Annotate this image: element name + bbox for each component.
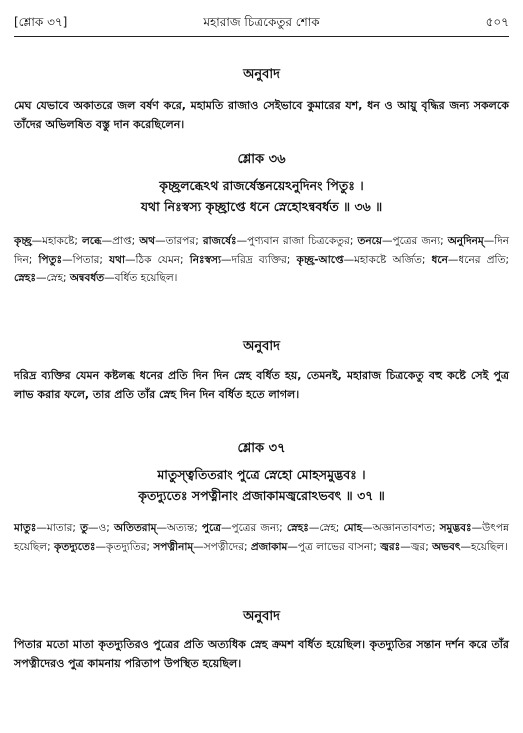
- synonym-entry: [153, 541, 251, 553]
- synonym-entry: [202, 522, 287, 534]
- synonym-term: স্নেহঃ: [14, 272, 37, 284]
- synonym-term: ধনে: [431, 253, 448, 266]
- synonym-term: কৃচ্ছ্র: [14, 235, 32, 247]
- translation-text-3: পিতার মতো মাতা কৃতদ্যুতিরও পুত্রের প্রতি অত্যধিক স্নেহ ক্রমশ বর্ধিত হয়েছিল। কৃতদ্যুতির সন্তান দর্শন করে তাঁর সপত্নীদেরও পুত্র কামনায় পরিতাপ উপস্থিত হয়েছিল।: [14, 638, 509, 670]
- synonym-entry: [82, 235, 139, 247]
- synonym-meaning: —ও;: [88, 522, 114, 534]
- synonym-meaning: —হয়েছিল।: [460, 540, 508, 553]
- synonym-term: মাতুঃ: [14, 522, 37, 534]
- synonym-term: অনুদিনম্: [447, 235, 484, 247]
- synonym-meaning: —পিতার;: [62, 253, 110, 266]
- synonym-entry: [80, 522, 114, 534]
- synonym-entry: [343, 522, 439, 534]
- synonym-term: প্রজাকাম: [250, 540, 288, 553]
- synonym-entry: [14, 272, 70, 284]
- synonym-meaning: —মহাকষ্টে;: [31, 235, 82, 247]
- synonym-meaning: —পুত্র লাভের বাসনা;: [287, 540, 381, 553]
- synonym-meaning: —উৎপন্ন হয়েছিল;: [14, 522, 509, 553]
- synonym-term: জ্বরঃ: [380, 540, 401, 553]
- synonym-entry: [380, 541, 432, 553]
- synonym-meaning: —তারপর;: [155, 235, 203, 247]
- synonym-term: লব্ধে: [81, 235, 102, 247]
- synonym-term: নিঃস্বস্য: [189, 253, 221, 266]
- synonym-meaning: —স্নেহ;: [36, 272, 70, 284]
- translation-text-1: মেঘ যেভাবে অকাতরে জল বর্ষণ করে, মহামতি রাজাও সেইভাবে কুমারের যশ, ধন ও আয়ু বৃদ্ধির জন্য সকলকে তাঁদের অভিলষিত বস্তু দান করেছিলেন।: [14, 99, 509, 131]
- verse-36-line-1: কৃচ্ছ্রলব্ধেঽথ রাজর্ষেস্তনয়েঽনুদিনং পিতুঃ ।: [159, 178, 364, 193]
- verse-heading-37: শ্লোক ৩৭: [237, 441, 286, 456]
- synonym-meaning: —দরিদ্র ব্যক্তির;: [221, 253, 297, 266]
- synonym-meaning: —বর্ধিত হয়েছিল।: [104, 272, 178, 284]
- synonym-meaning: —সপত্নীদের;: [193, 540, 251, 553]
- synonym-meaning: —জ্বর;: [400, 540, 433, 553]
- verse-heading-36: শ্লোক ৩৬: [237, 152, 286, 167]
- synonym-entry: [287, 522, 344, 534]
- synonym-meaning: —কৃতদ্যুতির;: [95, 540, 154, 553]
- synonym-meaning: —পুত্রের জন্য;: [382, 235, 448, 247]
- translation-heading-2: অনুবাদ: [243, 339, 280, 354]
- verse-text-36: [14, 175, 509, 217]
- header-divider: [14, 36, 509, 37]
- synonym-entry: [139, 235, 203, 247]
- synonym-entry: [14, 522, 80, 534]
- synonym-term: অভবৎ: [432, 540, 461, 553]
- running-header: [14, 12, 509, 32]
- synonym-term: সমুদ্ভবঃ: [439, 522, 472, 534]
- synonym-entry: [114, 522, 202, 534]
- synonym-meaning: —ধনের প্রতি;: [447, 253, 509, 266]
- page-number: ৫০৭: [485, 15, 509, 29]
- synonym-entry: [432, 254, 509, 266]
- synonym-term: স্নেহঃ: [286, 522, 309, 534]
- synonym-entry: [190, 254, 297, 266]
- synonym-entry: [14, 235, 82, 247]
- synonym-meaning: —প্রাপ্ত;: [101, 235, 140, 247]
- verse-37-line-1: মাতুস্ত্বতিতরাং পুত্রে স্নেহো মোহসমুদ্ভবঃ ।: [157, 467, 366, 482]
- synonym-entry: [297, 254, 432, 266]
- synonym-term: সপত্নীনাম্: [153, 540, 194, 553]
- synonym-meaning: —মহাকষ্টে অর্জিত;: [343, 253, 432, 266]
- synonym-entry: [432, 541, 508, 553]
- verse-text-37: [14, 464, 509, 506]
- synonym-entry: [70, 272, 178, 284]
- synonym-term: অন্ববর্ধত: [69, 272, 105, 284]
- synonym-entry: [251, 541, 380, 553]
- translation-text-2: দরিদ্র ব্যক্তির যেমন কষ্টলব্ধ ধনের প্রতি দিন দিন স্নেহ বর্ধিত হয়, তেমনই, মহারাজ চিত্রকেতু বহু কষ্টে সেই পুত্র লাভ করার ফলে, তার প্রতি তাঁর স্নেহ দিন দিন বর্ধিত হতে লাগল।: [14, 369, 509, 401]
- synonym-term: কৃতদ্যুতেঃ: [54, 540, 96, 553]
- synonym-meaning: —অজ্ঞানতাবশত;: [362, 522, 440, 534]
- synonym-term: রাজর্ষেঃ: [202, 235, 237, 247]
- synonym-term: তু: [80, 522, 89, 534]
- synonym-term: অতিতরাম্: [113, 522, 157, 534]
- synonyms-36: [14, 232, 509, 288]
- synonym-meaning: —পুণ্যবান রাজা চিত্রকেতুর;: [236, 235, 358, 247]
- synonym-meaning: —ঠিক যেমন;: [125, 253, 190, 266]
- synonym-term: কৃচ্ছ্র-আপ্তে: [296, 253, 344, 266]
- synonym-meaning: —স্নেহ;: [308, 522, 344, 534]
- synonym-meaning: —দিন দিন;: [14, 235, 509, 266]
- synonym-meaning: —পুত্রের জন্য;: [220, 522, 287, 534]
- synonym-meaning: —অত্যন্ত;: [156, 522, 202, 534]
- synonym-term: মোহ: [343, 522, 363, 534]
- verse-37-line-2: কৃতদ্যুতেঃ সপত্নীনাং প্রজাকামজ্বরোঽভবৎ ॥ ৩৭ ॥: [138, 488, 385, 503]
- translation-heading-1: অনুবাদ: [243, 67, 280, 82]
- synonym-entry: [109, 254, 190, 266]
- synonym-term: পিতুঃ: [38, 253, 63, 266]
- synonym-entry: [38, 254, 109, 266]
- verse-36-line-2: যথা নিঃস্বস্য কৃচ্ছ্রাপ্তে ধনে স্নেহোঽন্ববর্ধত ॥ ৩৬ ॥: [140, 199, 383, 214]
- synonym-entry: [203, 235, 358, 247]
- translation-heading-3: অনুবাদ: [243, 609, 280, 624]
- synonym-entry: [357, 235, 447, 247]
- synonym-term: পুত্রে: [201, 522, 221, 534]
- synonym-entry: [54, 541, 153, 553]
- synonym-term: যথা: [109, 253, 126, 266]
- header-chapter-title: মহারাজ চিত্রকেতুর শোক: [203, 15, 320, 29]
- synonyms-37: [14, 519, 509, 556]
- synonym-meaning: —মাতার;: [36, 522, 81, 534]
- synonym-term: অথ: [139, 235, 156, 247]
- synonym-term: তনয়ে: [357, 235, 382, 247]
- header-verse-ref: [শ্লোক ৩৭]: [14, 15, 68, 29]
